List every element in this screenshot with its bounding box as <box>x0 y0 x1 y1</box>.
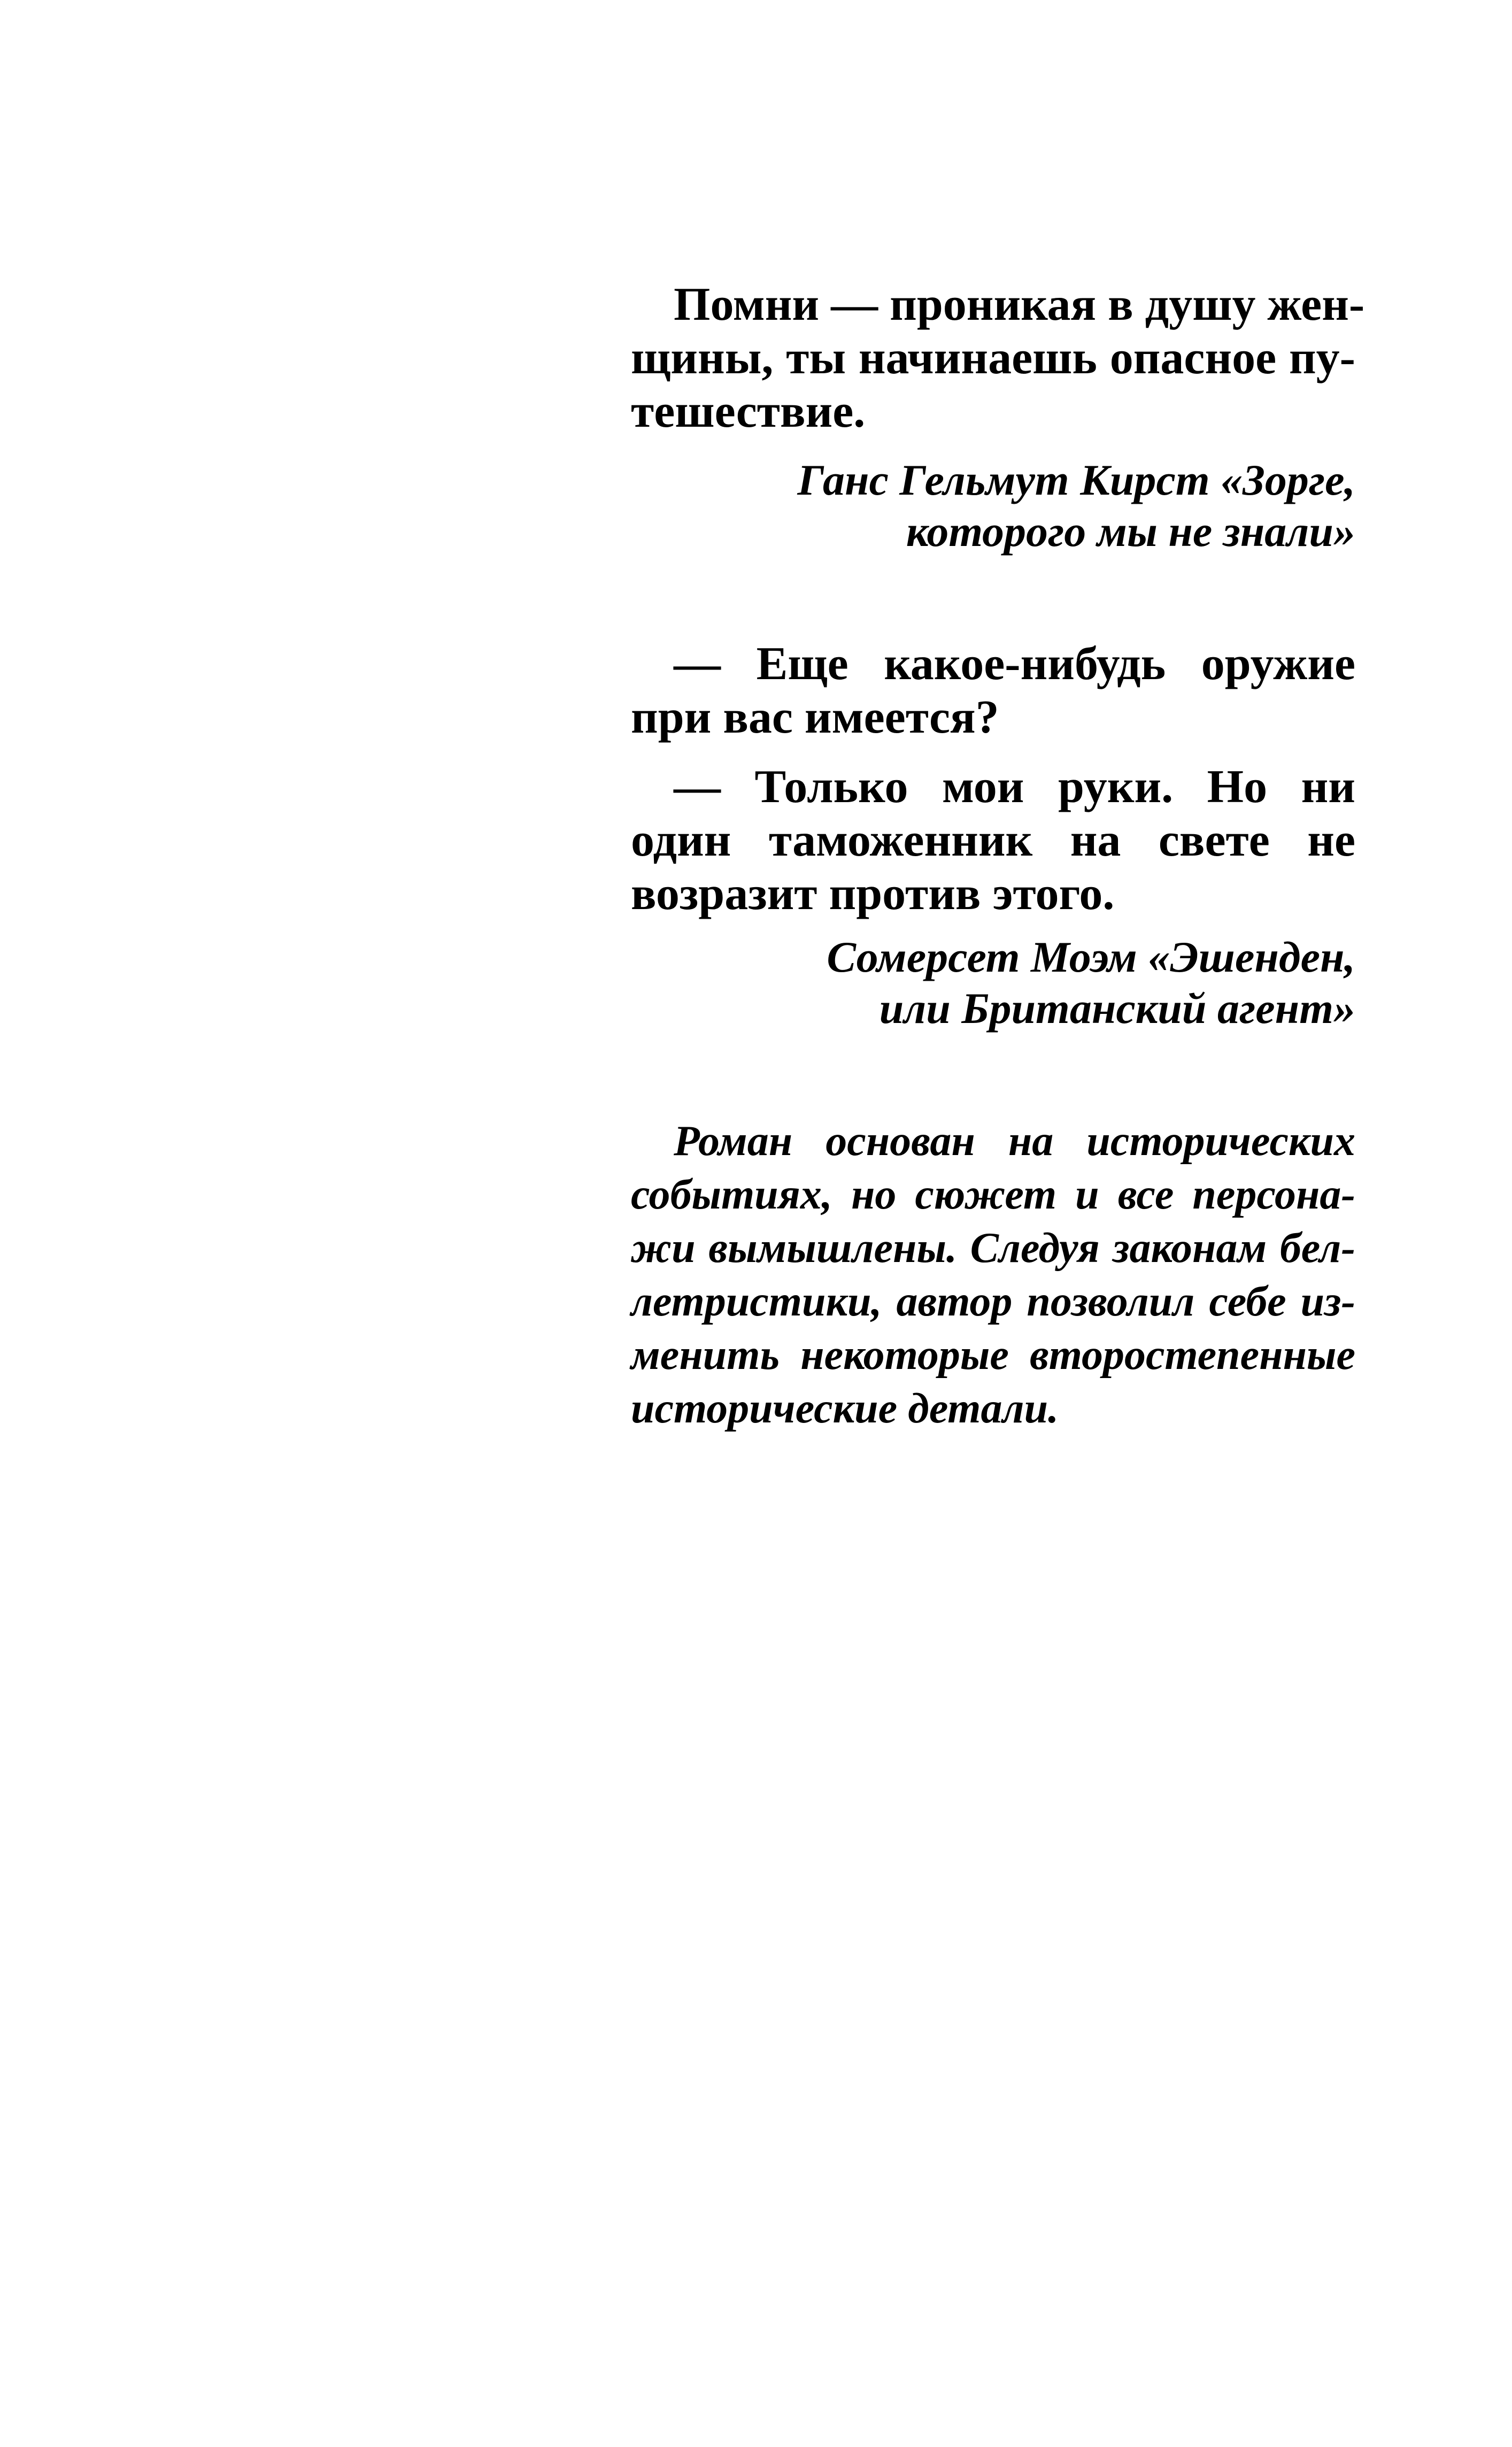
dialogue-line: — Только мои руки. Но ни <box>674 761 1355 813</box>
epigraph-2-replica-1 <box>631 637 1355 744</box>
dialogue-line: при вас имеется? <box>631 691 999 743</box>
note-line: менить некоторые второстепенные <box>631 1332 1355 1379</box>
note-line: исторические детали. <box>631 1385 1059 1432</box>
dialogue-line: возразит против этого. <box>631 868 1115 920</box>
attribution-line: Ганс Гельмут Кирст «Зорге, <box>797 456 1355 504</box>
attribution-line: которого мы не знали» <box>906 507 1355 556</box>
dialogue-line: — Еще какое-нибудь оружие <box>674 638 1355 690</box>
note-line: Роман основан на исторических <box>674 1118 1355 1165</box>
epigraph-1 <box>631 278 1365 438</box>
epigraph-1-attribution <box>631 455 1355 557</box>
epigraph-2-attribution <box>631 932 1355 1034</box>
text-column <box>631 278 1365 1435</box>
epigraph-2-replica-2 <box>631 760 1355 921</box>
note-line: летристики, автор позволил себе из- <box>631 1278 1355 1325</box>
note-line: событиях, но сюжет и все персона- <box>631 1171 1355 1218</box>
note-line: жи вымышлены. Следуя законам бел- <box>631 1225 1355 1272</box>
epigraph-1-line: щины, ты начинаешь опасное пу- <box>631 332 1355 384</box>
epigraph-1-line: тешествие. <box>631 386 866 437</box>
dialogue-line: один таможенник на свете не <box>631 814 1355 866</box>
epigraph-1-line: Помни — проникая в душу жен- <box>674 279 1365 330</box>
attribution-line: или Британский агент» <box>879 984 1355 1033</box>
attribution-line: Сомерсет Моэм «Эшенден, <box>827 933 1355 981</box>
author-note <box>631 1114 1355 1435</box>
